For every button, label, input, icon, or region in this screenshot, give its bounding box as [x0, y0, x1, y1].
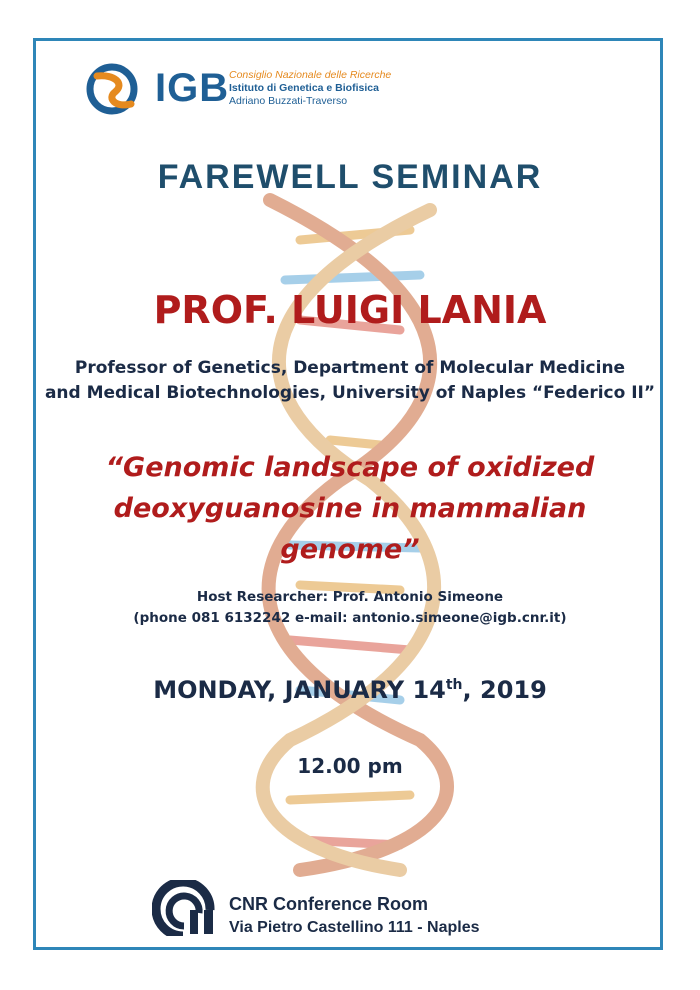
venue-room: CNR Conference Room — [229, 894, 429, 914]
logo-wordmark: IGB — [155, 66, 230, 110]
igb-logo — [85, 62, 405, 122]
host-line-1: Host Researcher: Prof. Antonio Simeone — [196, 589, 504, 605]
venue — [229, 893, 529, 939]
event-label: FAREWELL SEMINAR — [157, 158, 543, 196]
institute-name — [229, 69, 391, 108]
event-time: 12.00 pm — [297, 754, 403, 778]
org-line-2: Istituto di Genetica e Biofisica — [229, 82, 379, 94]
affiliation-line-2: and Medical Biotechnologies, University of Naples “Federico II” — [44, 383, 656, 403]
speaker-affiliation — [40, 356, 660, 406]
speaker-name: PROF. LUIGI LANIA — [153, 288, 547, 332]
event-date — [40, 676, 660, 704]
date-year: , 2019 — [462, 676, 547, 704]
talk-title-line-1: “Genomic landscape of oxidized — [105, 452, 595, 483]
date-text: MONDAY, JANUARY 14 — [153, 676, 446, 704]
affiliation-line-1: Professor of Genetics, Department of Molecular Medicine — [74, 358, 626, 378]
talk-title — [40, 447, 660, 570]
org-line-3: Adriano Buzzati-Traverso — [229, 95, 348, 107]
date-ordinal: th — [445, 677, 463, 693]
cnr-logo-icon — [152, 880, 218, 936]
org-line-1: Consiglio Nazionale delle Ricerche — [229, 69, 392, 81]
venue-address: Via Pietro Castellino 111 - Naples — [229, 919, 480, 936]
talk-title-line-2: deoxyguanosine in mammalian genome” — [113, 493, 587, 565]
host-info — [40, 587, 660, 629]
igb-logo-icon — [85, 62, 143, 116]
host-line-2: (phone 081 6132242 e-mail: antonio.simeone@igb.cnr.it) — [133, 610, 567, 626]
